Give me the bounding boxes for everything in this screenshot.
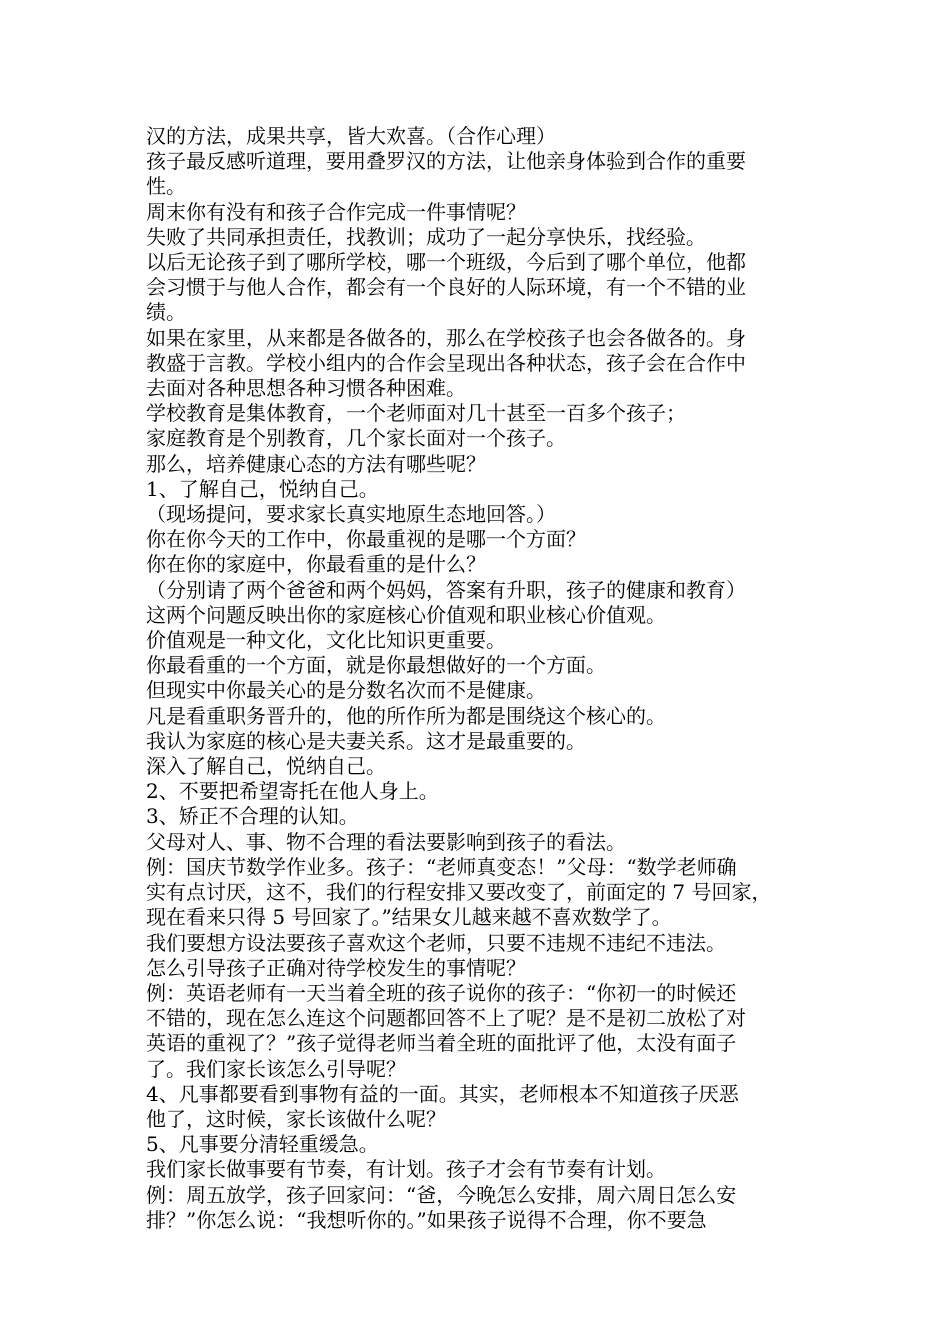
text-line: 不错的，现在怎么连这个问题都回答不上了呢？是不是初二放松了对 <box>146 1006 746 1031</box>
text-line: 2、不要把希望寄托在他人身上。 <box>146 779 439 804</box>
text-line: 学校教育是集体教育，一个老师面对几十甚至一百多个孩子； <box>146 401 686 426</box>
text-line: 深入了解自己，悦纳自己。 <box>146 754 386 779</box>
text-line: 例：周五放学，孩子回家问：“爸，今晚怎么安排，周六周日怎么安 <box>146 1182 737 1207</box>
text-line: （分别请了两个爸爸和两个妈妈，答案有升职，孩子的健康和教育） <box>146 577 746 602</box>
text-line: 去面对各种思想各种习惯各种困难。 <box>146 376 466 401</box>
text-line: 4、凡事都要看到事物有益的一面。其实，老师根本不知道孩子厌恶 <box>146 1081 739 1106</box>
text-line: 那么，培养健康心态的方法有哪些呢？ <box>146 451 486 476</box>
text-line: 家庭教育是个别教育，几个家长面对一个孩子。 <box>146 426 566 451</box>
text-line: 这两个问题反映出你的家庭核心价值观和职业核心价值观。 <box>146 602 666 627</box>
text-line: 5、凡事要分清轻重缓急。 <box>146 1132 379 1157</box>
text-line: 实有点讨厌，这不，我们的行程安排又要改变了，前面定的 7 号回家， <box>146 880 772 905</box>
text-line: 1、了解自己，悦纳自己。 <box>146 476 379 501</box>
text-line: 例：英语老师有一天当着全班的孩子说你的孩子：“你初一的时候还 <box>146 980 737 1005</box>
text-line: 了。我们家长该怎么引导呢？ <box>146 1056 406 1081</box>
text-line: 我认为家庭的核心是夫妻关系。这才是最重要的。 <box>146 728 586 753</box>
text-line: 价值观是一种文化，文化比知识更重要。 <box>146 628 506 653</box>
text-line: 排？”你怎么说：“我想听你的。”如果孩子说得不合理，你不要急 <box>146 1207 707 1232</box>
text-line: 凡是看重职务晋升的，他的所作所为都是围绕这个核心的。 <box>146 703 666 728</box>
text-line: 教盛于言教。学校小组内的合作会呈现出各种状态，孩子会在合作中 <box>146 350 746 375</box>
text-line: 我们要想方设法要孩子喜欢这个老师，只要不违规不违纪不违法。 <box>146 930 726 955</box>
text-line: 但现实中你最关心的是分数名次而不是健康。 <box>146 678 546 703</box>
text-line: 3、矫正不合理的认知。 <box>146 804 359 829</box>
text-line: 会习惯于与他人合作，都会有一个良好的人际环境，有一个不错的业 <box>146 275 746 300</box>
text-line: 失败了共同承担责任，找教训；成功了一起分享快乐，找经验。 <box>146 224 706 249</box>
text-line: 我们家长做事要有节奏，有计划。孩子才会有节奏有计划。 <box>146 1157 666 1182</box>
text-line: （现场提问，要求家长真实地原生态地回答。） <box>146 502 556 527</box>
text-line: 现在看来只得 5 号回家了。”结果女儿越来越不喜欢数学了。 <box>146 905 672 930</box>
text-line: 孩子最反感听道理，要用叠罗汉的方法，让他亲身体验到合作的重要 <box>146 149 746 174</box>
text-line: 英语的重视了？”孩子觉得老师当着全班的面批评了他，太没有面子 <box>146 1031 737 1056</box>
text-line: 以后无论孩子到了哪所学校，哪一个班级，今后到了哪个单位，他都 <box>146 250 746 275</box>
text-line: 例：国庆节数学作业多。孩子：“老师真变态！”父母：“数学老师确 <box>146 854 737 879</box>
text-line: 性。 <box>146 174 186 199</box>
text-line: 汉的方法，成果共享，皆大欢喜。（合作心理） <box>146 124 556 148</box>
text-line: 怎么引导孩子正确对待学校发生的事情呢？ <box>146 955 526 980</box>
text-line: 周末你有没有和孩子合作完成一件事情呢？ <box>146 199 526 224</box>
text-line: 你在你的家庭中，你最看重的是什么？ <box>146 552 486 577</box>
text-line: 绩。 <box>146 300 186 325</box>
text-line: 如果在家里，从来都是各做各的，那么在学校孩子也会各做各的。身 <box>146 325 746 350</box>
text-line: 你在你今天的工作中，你最重视的是哪一个方面？ <box>146 527 586 552</box>
text-line: 你最看重的一个方面，就是你最想做好的一个方面。 <box>146 653 606 678</box>
text-line: 父母对人、事、物不合理的看法要影响到孩子的看法。 <box>146 829 626 854</box>
document-page <box>146 124 812 1233</box>
text-line: 他了，这时候，家长该做什么呢？ <box>146 1106 446 1131</box>
